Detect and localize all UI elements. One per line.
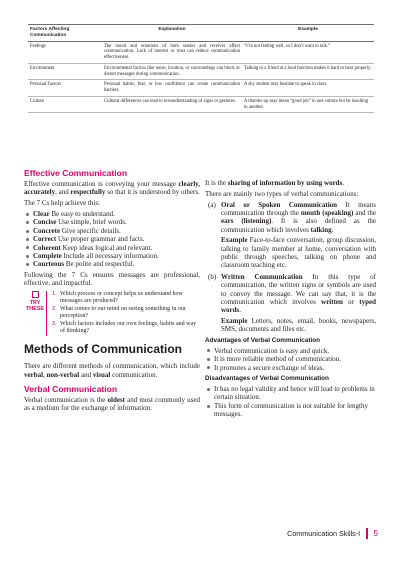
verbal-types-lead: There are mainly two types of verbal communications: bbox=[205, 189, 359, 198]
list-item: Coherent Keep ideas logical and relevant. bbox=[24, 244, 200, 252]
written-example: Example Letters, notes, email, books, newspapers, SMS, documents and files etc. bbox=[221, 316, 376, 334]
effective-intro: Effective communication is conveying your message clearly, accurately, and respectfully so that it is understood by others. bbox=[24, 180, 200, 197]
list-item: It has no legal validity and hence will lead to problems in certain situation. bbox=[205, 385, 376, 402]
list-item: It promotes a secure exchange of ideas. bbox=[205, 364, 376, 372]
list-item: It is more reliable method of communication. bbox=[205, 355, 376, 363]
table-cell: Environmental factors like noise, location, or surroundings can block or distort messages during communication. bbox=[102, 63, 242, 80]
disadvantages-list bbox=[205, 385, 376, 419]
verbal-definition: It is the sharing of information by using words. bbox=[205, 179, 345, 187]
methods-text: There are different methods of communication, which include verbal, non-verbal and visual communication. bbox=[24, 362, 200, 379]
list-item: Verbal communication is easy and quick. bbox=[205, 347, 376, 355]
chapter-title: Communication Skills-I bbox=[287, 528, 361, 538]
table-header-cell: Explanation bbox=[102, 25, 242, 42]
table-cell: Environment bbox=[28, 63, 102, 80]
footer-divider bbox=[366, 528, 367, 539]
table-cell: A thumbs-up may mean “good job” in one culture but be insulting in another. bbox=[242, 96, 374, 113]
oral-example: Example Face-to-face conversation, group discussion, talking to family member at home, conversation with public through speeches, talking on phone and classroom teaching etc. bbox=[221, 236, 376, 270]
table-cell: A shy student may hesitate to speak in class. bbox=[242, 80, 374, 97]
list-item: Courteous Be polite and respectful. bbox=[24, 260, 200, 268]
advantages-heading: Advantages of Verbal Communication bbox=[205, 336, 321, 344]
seven-cs-list bbox=[24, 210, 200, 269]
list-item: This form of communication is not suitable for lengthy messages. bbox=[205, 402, 376, 419]
try-these-box bbox=[24, 291, 200, 337]
table-row bbox=[28, 80, 374, 97]
table-cell: Feelings bbox=[28, 41, 102, 63]
list-item: Complete Include all necessary information. bbox=[24, 252, 200, 260]
seven-cs-closing: Following the 7 Cs ensures messages are professional, effective, and impactful. bbox=[24, 270, 200, 288]
table-cell: The mood and emotions of both sender and receiver affect communication. Lack of interest or trust can reduce communication effectiveness. bbox=[102, 41, 242, 63]
table-cell: Cultural differences can lead to misunderstanding of signs or gestures. bbox=[102, 96, 242, 113]
table-row bbox=[28, 41, 374, 63]
table-cell: Culture bbox=[28, 96, 102, 113]
table-row bbox=[28, 96, 374, 113]
table-header-row bbox=[28, 25, 374, 42]
table-row bbox=[28, 63, 374, 80]
verbal-communication-heading: Verbal Communication bbox=[24, 384, 118, 395]
factors-table bbox=[28, 24, 374, 113]
page-number: 5 bbox=[373, 528, 378, 538]
effective-communication-heading: Effective Communication bbox=[24, 168, 128, 178]
try-these-badge: TRY THESE bbox=[24, 291, 46, 337]
disadvantages-heading: Disadvantages of Verbal Communication bbox=[205, 374, 329, 382]
list-item: Correct Use proper grammar and facts. bbox=[24, 235, 200, 243]
list-item: 1. Which process or concept helps us understand how messages are produced? bbox=[52, 290, 183, 304]
advantages-list bbox=[205, 347, 376, 372]
list-item: Concrete Give specific details. bbox=[24, 227, 200, 235]
try-these-list bbox=[46, 291, 200, 337]
page-footer bbox=[282, 527, 378, 539]
oral-communication-item: (a) Oral or Spoken Communication It means communication through the mouth (speaking) and the ears (listening). It is also defined as the communication which involves talking. bbox=[208, 200, 376, 234]
verbal-intro: Verbal communication is the oldest and most commonly used as a medium for the exchange of information. bbox=[24, 396, 200, 413]
list-item: 2. What comes to our mind on seeing something in our perception? bbox=[52, 305, 186, 320]
written-communication-item: (b) Written Communication In this type of communication, the written signs or symbols are used to convey the message. We can say that, it is the communication which involves written or typed words. bbox=[208, 272, 377, 315]
table-header-cell: Factors Affecting Communication bbox=[28, 25, 102, 42]
list-item: 3. Which factors includes our own feelings, habits and way of thinking? bbox=[52, 321, 197, 335]
checkbox-icon bbox=[32, 291, 39, 298]
table-cell: “I’m not feeling well, so I don’t want to talk.” bbox=[242, 41, 374, 63]
list-item: Clear Be easy to understand. bbox=[24, 210, 200, 218]
left-column bbox=[24, 168, 200, 415]
table-header-cell: Example bbox=[242, 25, 374, 42]
table-cell: Personal habits, fear, or low confidence can create communication barriers. bbox=[102, 80, 242, 97]
table-cell: Personal Factors bbox=[28, 80, 102, 97]
right-column bbox=[205, 179, 376, 421]
table-cell: Talking to a friend at a loud function makes it hard to hear properly. bbox=[242, 63, 374, 80]
list-item: Concise Use simple, brief words. bbox=[24, 218, 200, 226]
seven-cs-lead: The 7 Cs help achieve this: bbox=[24, 199, 101, 208]
methods-heading: Methods of Communication bbox=[24, 342, 182, 357]
